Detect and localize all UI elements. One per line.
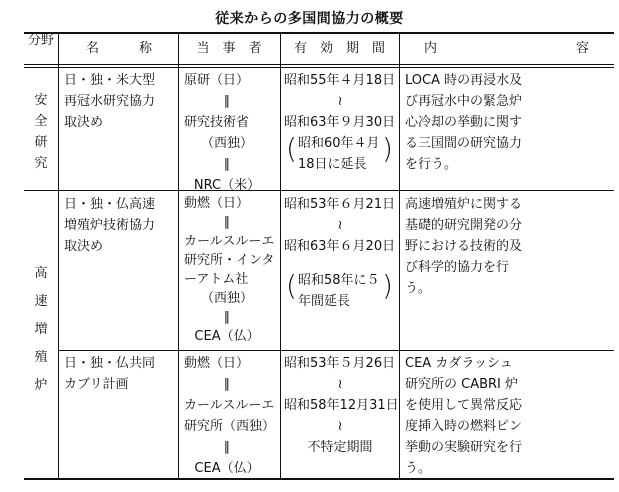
row2-party-line: CEA（仏） bbox=[194, 329, 260, 344]
row2-content-line: 基礎的研究開発の分 bbox=[405, 218, 523, 233]
row2-note-line: 昭和58年に５ bbox=[298, 273, 380, 288]
row2-party-line: （西独） bbox=[200, 291, 253, 306]
cooperation-table bbox=[24, 32, 614, 480]
row1-party-line: （西独） bbox=[200, 136, 253, 151]
row2-close-paren: ) bbox=[382, 269, 393, 302]
row1-note-line: 18日に延長 bbox=[298, 157, 367, 172]
row3-period-sep2: ≀ bbox=[337, 419, 343, 434]
col-rule-3 bbox=[280, 32, 281, 480]
row2-party-line: 研究所・インタ bbox=[184, 253, 275, 268]
row2-content-line: う。 bbox=[405, 281, 432, 296]
header-period: 有 効 期 間 bbox=[293, 41, 385, 56]
col-rule-2 bbox=[178, 32, 179, 480]
row3-parties bbox=[184, 353, 275, 479]
row1-name bbox=[64, 70, 155, 133]
row1-period-note bbox=[288, 133, 392, 175]
row3-period-sep: ≀ bbox=[337, 377, 343, 392]
table-top-rule bbox=[24, 32, 614, 34]
row1-content bbox=[405, 70, 522, 175]
row2-note-line: 年間延長 bbox=[298, 294, 351, 309]
row2-party-line: ーアトム社 bbox=[184, 272, 249, 287]
col-rule-1 bbox=[58, 32, 59, 480]
row1-name-line: 日・独・米大型 bbox=[64, 73, 156, 88]
row2-period-sep: ≀ bbox=[337, 218, 343, 233]
row1-name-line: 取決め bbox=[64, 115, 104, 130]
row3-content bbox=[405, 353, 522, 479]
row2-period-note bbox=[288, 270, 392, 312]
row3-period-from: 昭和53年５月26日 bbox=[284, 356, 396, 371]
row2-name bbox=[64, 194, 155, 257]
header-rule-2 bbox=[24, 67, 614, 68]
row3-party-line: 研究所（西独） bbox=[184, 419, 276, 434]
header-field bbox=[24, 32, 58, 64]
row-rule bbox=[58, 350, 614, 351]
header-field-text: 分野 bbox=[28, 33, 55, 48]
row2-name-line: 日・独・仏高速 bbox=[64, 197, 156, 212]
row3-name bbox=[64, 353, 155, 395]
header-rule bbox=[24, 64, 614, 65]
row2-party-line: カールスルーエ bbox=[184, 234, 275, 249]
row2-party-line: ∥ bbox=[223, 215, 231, 230]
header-name-a: 名 bbox=[86, 41, 100, 56]
row1-content-line: を行う。 bbox=[405, 157, 458, 172]
header-party: 当 事 者 bbox=[196, 41, 262, 56]
row2-note-text bbox=[298, 270, 380, 312]
row3-party-line: ∥ bbox=[223, 440, 231, 455]
col-rule-4 bbox=[399, 32, 400, 480]
row1-note-line: 昭和60年４月 bbox=[298, 136, 380, 151]
row3-period-to: 昭和58年12月31日 bbox=[284, 398, 399, 413]
section-rule bbox=[24, 190, 614, 191]
row1-note-text bbox=[298, 133, 380, 175]
row1-period bbox=[284, 70, 396, 133]
row2-period-to: 昭和63年６月20日 bbox=[284, 239, 396, 254]
row1-content-line: る三国間の研究協力 bbox=[405, 136, 523, 151]
row3-party-line: カールスルーエ bbox=[184, 398, 275, 413]
row3-period bbox=[284, 353, 399, 458]
header-content-b: 容 bbox=[575, 41, 589, 56]
header-content bbox=[424, 41, 589, 57]
row3-content-line: 度挿入時の燃料ピン bbox=[405, 419, 523, 434]
row2-name-line: 増殖炉技術協力 bbox=[64, 218, 156, 233]
row2-period bbox=[284, 194, 396, 257]
row1-content-line: LOCA 時の再浸水及 bbox=[405, 73, 523, 88]
row2-party-line: ∥ bbox=[223, 310, 231, 325]
row2-content-line: び科学的協力を行 bbox=[405, 260, 510, 275]
table-bottom-rule bbox=[24, 478, 614, 480]
row3-name-line: 日・独・仏共同 bbox=[64, 356, 156, 371]
header-name bbox=[86, 41, 152, 57]
row1-party-line: NRC（米） bbox=[193, 178, 261, 193]
row1-party-line: ∥ bbox=[223, 157, 231, 172]
row2-content bbox=[405, 194, 522, 299]
row1-parties bbox=[184, 70, 270, 196]
row1-name-line: 再冠水研究協力 bbox=[64, 94, 156, 109]
row1-party-line: 原研（日） bbox=[184, 73, 250, 88]
row1-content-line: び再冠水中の緊急炉 bbox=[405, 94, 523, 109]
row2-party-line: 動燃（日） bbox=[184, 196, 250, 211]
row2-parties bbox=[184, 194, 274, 346]
field-fbr: 高速増殖炉 bbox=[34, 266, 48, 393]
row3-party-line: CEA（仏） bbox=[194, 461, 260, 476]
page-title: 従来からの多国間協力の概要 bbox=[215, 11, 404, 27]
row3-party-line: ∥ bbox=[223, 377, 231, 392]
row2-period-from: 昭和53年６月21日 bbox=[284, 197, 396, 212]
row1-open-paren: ( bbox=[286, 132, 297, 165]
row1-period-from: 昭和55年４月18日 bbox=[284, 73, 396, 88]
header-name-b: 称 bbox=[138, 41, 152, 56]
row3-content-line: を使用して異常反応 bbox=[405, 398, 523, 413]
row1-period-sep: ≀ bbox=[337, 94, 343, 109]
row3-content-line: CEA カダラッシュ bbox=[405, 356, 513, 371]
row3-period-to2: 不特定期間 bbox=[307, 440, 373, 455]
row1-period-to: 昭和63年９月30日 bbox=[284, 115, 396, 130]
row2-content-line: 高速増殖炉に関する bbox=[405, 197, 523, 212]
row1-content-line: 心冷却の挙動に関す bbox=[405, 115, 523, 130]
row1-party-line: 研究技術省 bbox=[184, 115, 250, 130]
row3-content-line: 研究所の CABRI 炉 bbox=[405, 377, 519, 392]
field-safety: 安全研究 bbox=[34, 93, 48, 171]
row2-name-line: 取決め bbox=[64, 239, 104, 254]
row3-name-line: カブリ計画 bbox=[64, 377, 129, 392]
header-content-a: 内 bbox=[424, 41, 438, 56]
row1-close-paren: ) bbox=[382, 132, 393, 165]
row3-content-line: 挙動の実験研究を行 bbox=[405, 440, 523, 455]
row2-open-paren: ( bbox=[286, 269, 297, 302]
row3-party-line: 動燃（日） bbox=[184, 356, 250, 371]
row3-content-line: う。 bbox=[405, 461, 432, 476]
row2-content-line: 野における技術的及 bbox=[405, 239, 523, 254]
row1-party-line: ∥ bbox=[223, 94, 231, 109]
